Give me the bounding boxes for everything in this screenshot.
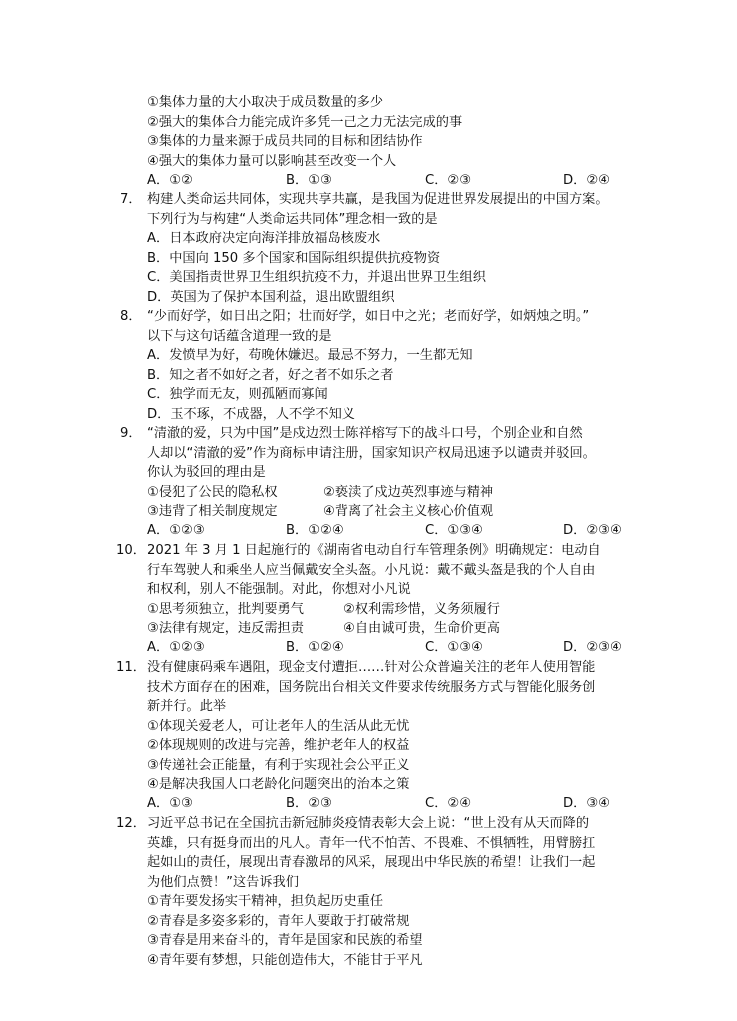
q6-option-c: C．②③	[425, 173, 472, 188]
q11-stem-line: 新并行。此举	[147, 699, 227, 714]
q6-statement-3: ③集体的力量来源于成员共同的目标和团结协作	[147, 134, 423, 149]
q11-number: 11．	[116, 660, 146, 675]
q9-stem-line: 人却以“清澈的爱”作为商标申请注册，国家知识产权局迅速予以谴责并驳回。	[147, 446, 596, 461]
q8-choice-a: A．发愤早为好，苟晚休嫌迟。最忌不努力，一生都无知	[147, 348, 473, 363]
q12-statement-1: ①青年要发扬实干精神，担负起历史重任	[147, 894, 384, 909]
q11-option-d: D．③④	[563, 796, 610, 811]
q10-stem-line: 2021 年 3 月 1 日起施行的《湖南省电动自行车管理条例》明确规定：电动自	[147, 543, 601, 558]
q10-option-c: C．①③④	[425, 640, 483, 655]
q7-choice-a: A．日本政府决定向海洋排放福岛核废水	[147, 231, 381, 246]
q8-stem-line: “少而好学，如日出之阳；壮而好学，如日中之光；老而好学，如炳烛之明。”	[147, 309, 590, 324]
q12-stem-line: 起如山的责任，展现出青春激昂的风采，展现出中华民族的希望！让我们一起	[147, 855, 596, 870]
q10-stem-line: 行车驾驶人和乘坐人应当佩戴安全头盔。小凡说：戴不戴头盔是我的个人自由	[147, 563, 596, 578]
q10-statement: ②权利需珍惜，义务须履行	[343, 602, 500, 617]
q9-statement: ②亵渎了戍边英烈事迹与精神	[323, 485, 494, 500]
q8-choice-c: C．独学而无友，则孤陋而寡闻	[147, 387, 328, 402]
q6-option-d: D．②④	[563, 173, 610, 188]
q8-choice-d: D．玉不琢，不成器，人不学不知义	[147, 407, 355, 422]
q6-statement-1: ①集体力量的大小取决于成员数量的多少	[147, 95, 384, 110]
q11-statement-3: ③传递社会正能量，有利于实现社会公平正义	[147, 758, 410, 773]
q7-choice-b: B．中国向 150 多个国家和国际组织提供抗疫物资	[147, 251, 441, 266]
q10-stem-line: 和权利，别人不能强制。对此，你想对小凡说	[147, 582, 411, 597]
q10-number: 10．	[116, 543, 146, 558]
q8-stem-line: 以下与这句话蕴含道理一致的是	[147, 329, 332, 344]
q12-stem-line: 英雄，只有挺身而出的凡人。青年一代不怕苦、不畏难、不惧牺牲，用臂膀扛	[147, 836, 596, 851]
q12-stem-line: 习近平总书记在全国抗击新冠肺炎疫情表彰大会上说：“世上没有从天而降的	[147, 816, 590, 831]
q12-number: 12．	[116, 816, 146, 831]
q10-statement: ③法律有规定，违反需担责	[147, 621, 304, 636]
q12-statement-3: ③青春是用来奋斗的，青年是国家和民族的希望	[147, 933, 423, 948]
q11-stem-line: 没有健康码乘车遇阻，现金支付遭拒……针对公众普遍关注的老年人使用智能	[147, 660, 596, 675]
q7-number: 7．	[120, 192, 142, 207]
q12-statement-2: ②青春是多姿多彩的，青年人要敢于打破常规	[147, 914, 410, 929]
q10-statement: ①思考须独立，批判要勇气	[147, 602, 304, 617]
q12-statement-4: ④青年要有梦想，只能创造伟大，不能甘于平凡	[147, 953, 423, 968]
q11-option-b: B．②③	[286, 796, 332, 811]
q10-option-b: B．①②④	[286, 640, 344, 655]
q9-option-d: D．②③④	[563, 523, 622, 538]
q9-number: 9．	[120, 426, 142, 441]
q8-choice-b: B．知之者不如好之者，好之者不如乐之者	[147, 368, 394, 383]
q9-stem-line: “清澈的爱，只为中国”是戍边烈士陈祥榕写下的战斗口号，个别企业和自然	[147, 426, 583, 441]
q7-choice-c: C．美国指责世界卫生组织抗疫不力，并退出世界卫生组织	[147, 270, 486, 285]
q6-option-b: B．①③	[286, 173, 332, 188]
q11-option-c: C．②④	[425, 796, 472, 811]
q6-option-a: A．①②	[147, 173, 193, 188]
q12-stem-line: 为他们点赞！”这告诉我们	[147, 875, 299, 890]
q9-option-b: B．①②④	[286, 523, 344, 538]
q9-option-a: A．①②③	[147, 523, 205, 538]
q7-choice-d: D．英国为了保护本国利益，退出欧盟组织	[147, 290, 395, 305]
q9-stem-line: 你认为驳回的理由是	[147, 465, 266, 480]
q11-statement-4: ④是解决我国人口老龄化问题突出的治本之策	[147, 777, 410, 792]
q9-statement: ③违背了相关制度规定	[147, 504, 278, 519]
q6-statement-4: ④强大的集体力量可以影响甚至改变一个人	[147, 154, 397, 169]
q6-statement-2: ②强大的集体合力能完成许多凭一己之力无法完成的事	[147, 115, 463, 130]
q11-stem-line: 技术方面存在的困难，国务院出台相关文件要求传统服务方式与智能化服务创	[147, 680, 596, 695]
q8-number: 8．	[120, 309, 142, 324]
q10-option-a: A．①②③	[147, 640, 205, 655]
q10-statement: ④自由诚可贵，生命价更高	[343, 621, 500, 636]
q9-statement: ①侵犯了公民的隐私权	[147, 485, 278, 500]
q7-stem-line: 下列行为与构建“人类命运共同体”理念相一致的是	[147, 212, 438, 227]
q10-option-d: D．②③④	[563, 640, 622, 655]
q11-option-a: A．①③	[147, 796, 193, 811]
q9-statement: ④背离了社会主义核心价值观	[323, 504, 494, 519]
q11-statement-2: ②体现规则的改进与完善，维护老年人的权益	[147, 738, 410, 753]
q11-statement-1: ①体现关爱老人，可让老年人的生活从此无忧	[147, 719, 410, 734]
q9-option-c: C．①③④	[425, 523, 483, 538]
q7-stem-line: 构建人类命运共同体，实现共享共赢，是我国为促进世界发展提出的中国方案。	[147, 192, 609, 207]
